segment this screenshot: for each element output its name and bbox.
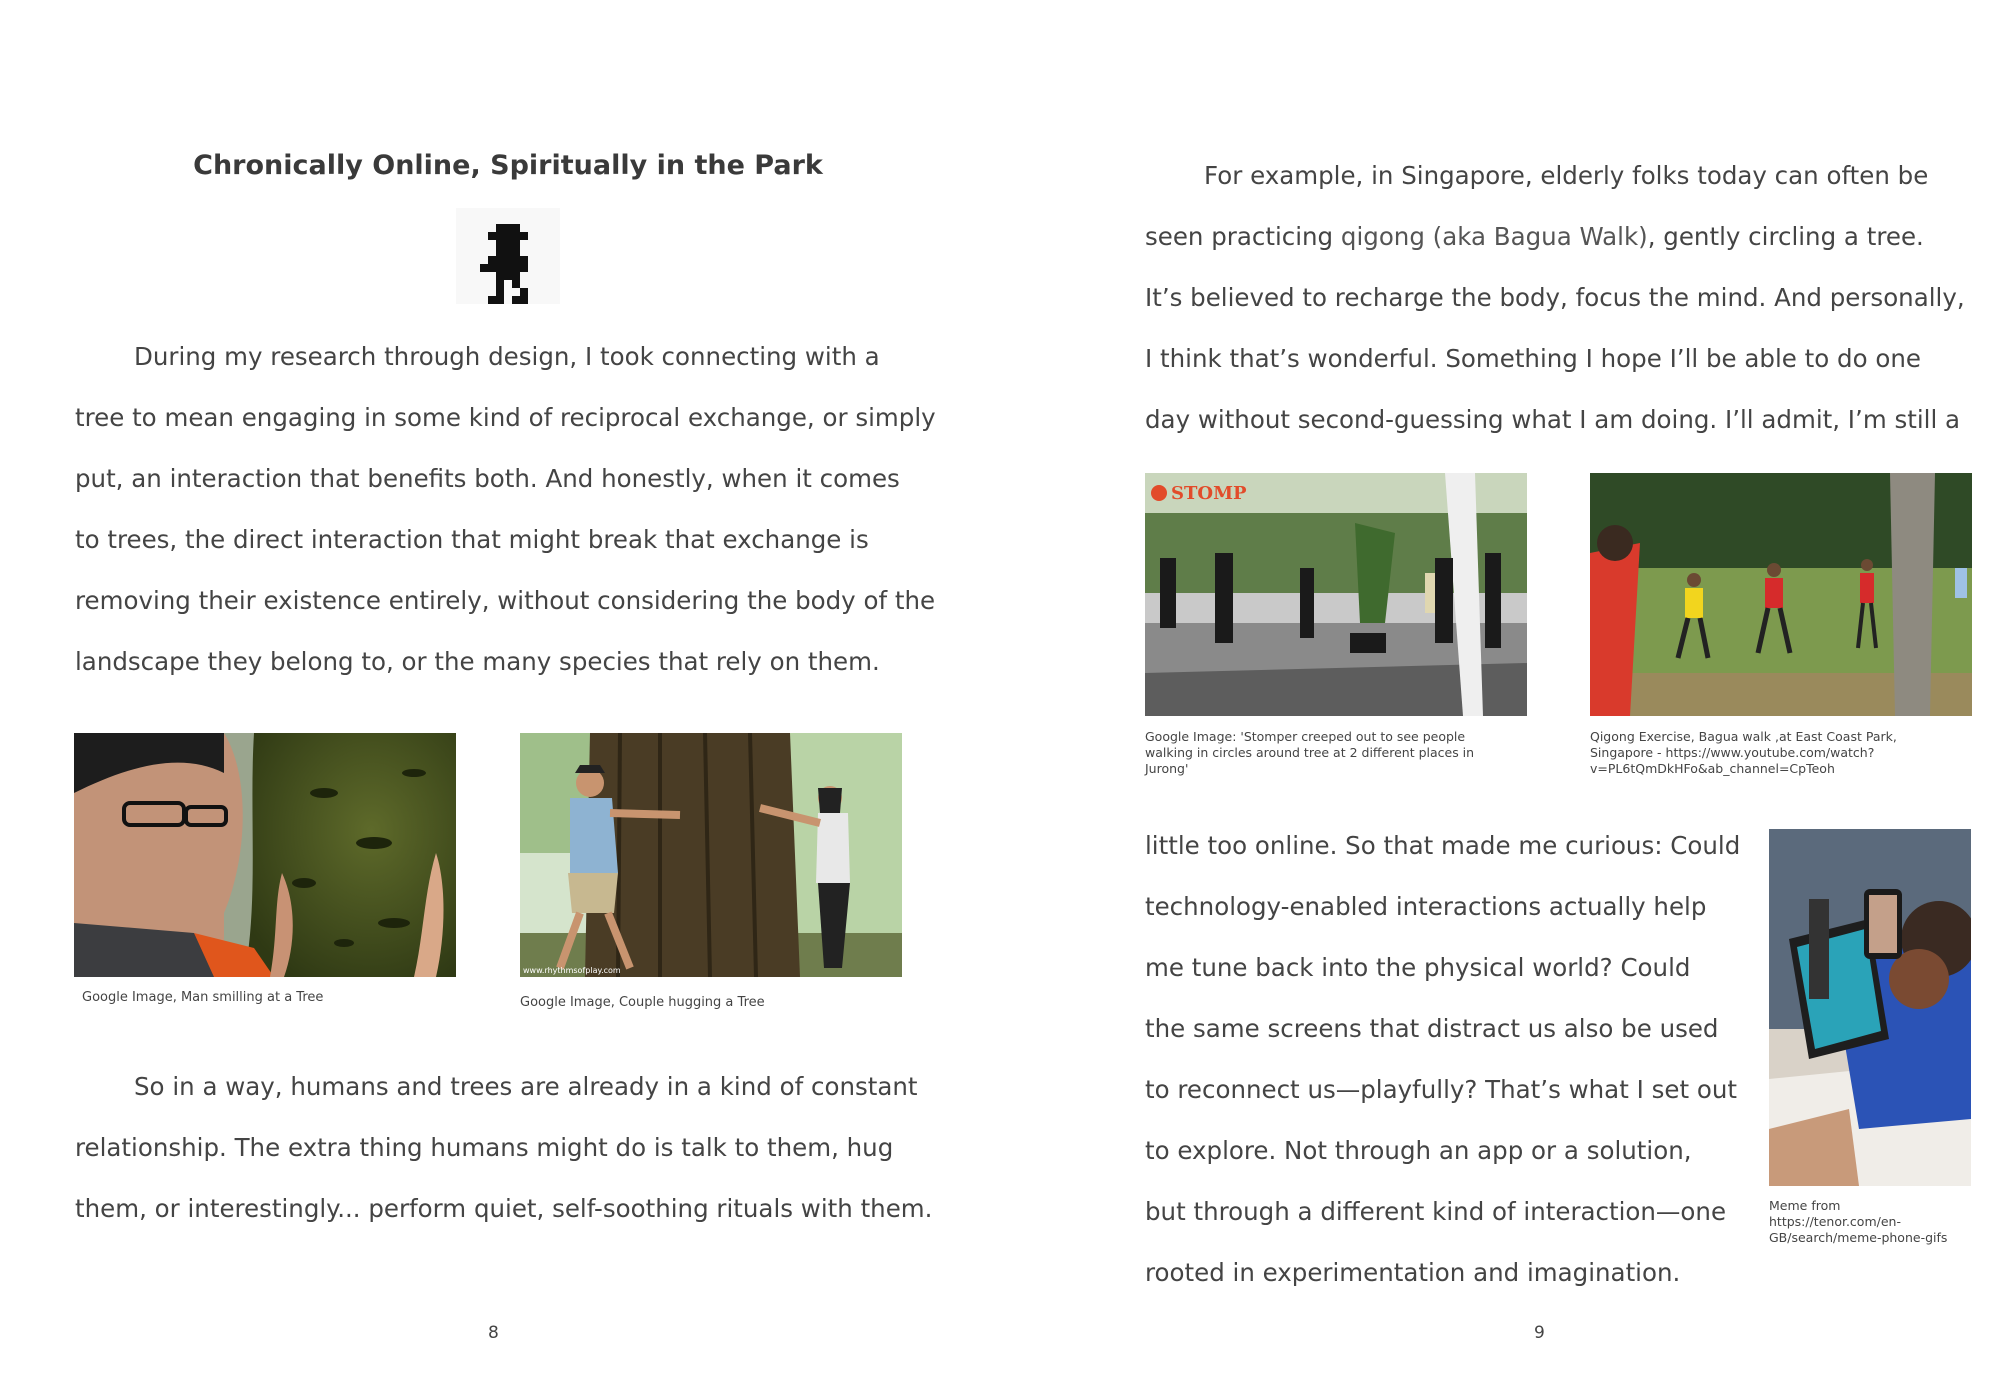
- stomp-logo: STOMP: [1171, 483, 1247, 504]
- text-line: put, an interaction that benefits both. And honestly, when it comes: [75, 464, 900, 493]
- couple-hugging-tree-photo: [520, 733, 902, 977]
- text-line: but through a different kind of interaction—one: [1145, 1197, 1727, 1226]
- text-line: It’s believed to recharge the body, focus the mind. And personally,: [1145, 283, 1965, 312]
- text-line: little too online. So that made me curious: Could: [1145, 831, 1741, 860]
- intro-paragraph: [1145, 145, 1985, 450]
- text-line: them, or interestingly... perform quiet, self-soothing rituals with them.: [75, 1194, 933, 1223]
- text-line: landscape they belong to, or the many species that rely on them.: [75, 647, 880, 676]
- page-number: 9: [1534, 1323, 1545, 1343]
- text-line: I think that’s wonderful. Something I hope I’ll be able to do one: [1145, 344, 1921, 373]
- text-line: relationship. The extra thing humans might do is talk to them, hug: [75, 1133, 894, 1162]
- image-caption: Google Image: 'Stomper creeped out to see people walking in circles around tree at 2 different places in Jurong': [1145, 729, 1475, 776]
- image-caption: Google Image, Couple hugging a Tree: [520, 995, 765, 1010]
- text-segment: , gently circling a tree.: [1647, 222, 1924, 251]
- text-line: So in a way, humans and trees are already in a kind of constant: [134, 1072, 918, 1101]
- qigong-highlight: qigong (aka Bagua Walk): [1340, 222, 1648, 251]
- text-line: technology-enabled interactions actually help: [1145, 892, 1707, 921]
- text-line: tree to mean engaging in some kind of reciprocal exchange, or simply: [75, 403, 936, 432]
- closing-paragraph: [75, 1056, 975, 1239]
- text-line: [1145, 206, 1985, 267]
- text-line: the same screens that distract us also be used: [1145, 1014, 1719, 1043]
- text-line: rooted in experimentation and imagination.: [1145, 1258, 1681, 1287]
- text-line: me tune back into the physical world? Could: [1145, 953, 1691, 982]
- page-number: 8: [488, 1323, 499, 1343]
- image-caption: Google Image, Man smilling at a Tree: [82, 990, 324, 1005]
- text-line: to explore. Not through an app or a solution,: [1145, 1136, 1692, 1165]
- body-paragraph: [1145, 815, 1765, 1303]
- man-smiling-at-tree-photo: [74, 733, 456, 977]
- image-caption: Meme from https://tenor.com/en-GB/search/meme-phone-gifs: [1769, 1198, 1948, 1245]
- text-line: to reconnect us—playfully? That’s what I set out: [1145, 1075, 1737, 1104]
- photo-watermark: www.rhythmsofplay.com: [523, 966, 621, 975]
- text-line: to trees, the direct interaction that might break that exchange is: [75, 525, 869, 554]
- meme-phone-photo: [1769, 829, 1971, 1186]
- text-line: For example, in Singapore, elderly folks today can often be: [1204, 161, 1929, 190]
- text-line: During my research through design, I took connecting with a: [134, 342, 880, 371]
- intro-paragraph: [75, 326, 975, 692]
- east-coast-park-qigong-photo: [1590, 473, 1972, 716]
- image-caption: Qigong Exercise, Bagua walk ,at East Coast Park, Singapore - https://www.youtube.com/watch?v=PL6tQmDkHFo&ab_channel=CpTeoh: [1590, 729, 1897, 776]
- stomp-logo-icon: [1151, 485, 1167, 501]
- page-title: Chronically Online, Spiritually in the Park: [193, 150, 823, 181]
- text-line: removing their existence entirely, without considering the body of the: [75, 586, 936, 615]
- pixel-figure-icon: [456, 208, 560, 304]
- text-segment: seen practicing: [1145, 222, 1341, 251]
- text-line: day without second-guessing what I am doing. I’ll admit, I’m still a: [1145, 405, 1961, 434]
- stomp-qigong-photo: [1145, 473, 1527, 716]
